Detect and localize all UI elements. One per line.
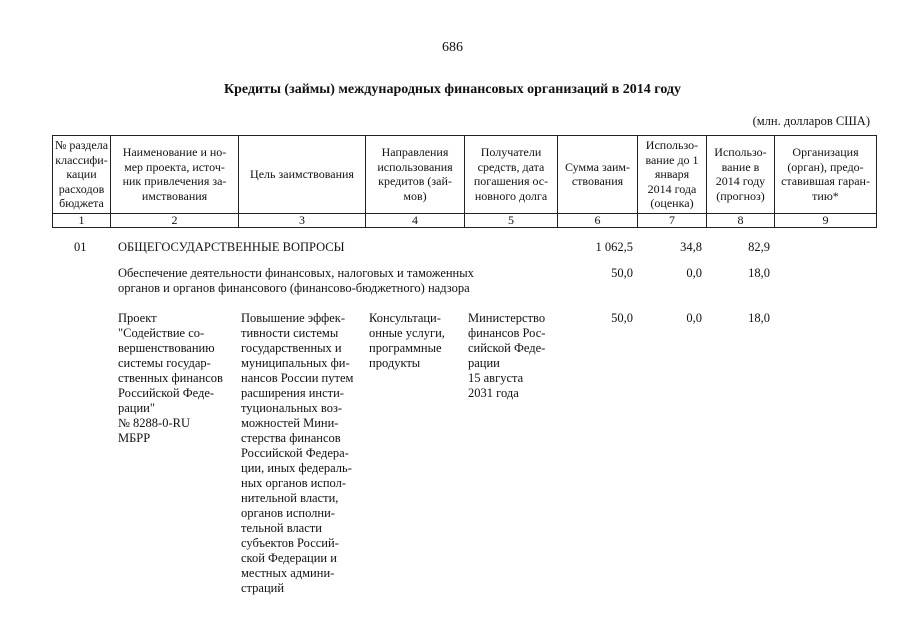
text-line: Наименование и но-	[122, 145, 227, 160]
text-line: "Содействие со-	[118, 326, 205, 340]
project-purpose	[241, 311, 353, 596]
text-line: нительной власти,	[241, 491, 339, 505]
text-line: государственных и	[241, 341, 342, 355]
text-line: расширения инсти-	[241, 386, 344, 400]
project-used-before: 0,0	[686, 311, 702, 325]
text-line: рации	[468, 356, 500, 370]
text-line: МБРР	[118, 431, 151, 445]
document-title: Кредиты (займы) международных финансовых организаций в 2014 году	[223, 82, 681, 97]
project-direction	[369, 311, 445, 371]
text-line: Проект	[118, 311, 157, 325]
header-cell-used-before	[638, 136, 707, 214]
text-line: муниципальных фи-	[241, 356, 350, 370]
text-line: Российской Феде-	[118, 386, 215, 400]
text-line: страций	[241, 581, 285, 595]
text-line: органов исполни-	[241, 506, 335, 520]
text-line: Организация	[792, 145, 859, 160]
text-line: можностей Мини-	[241, 416, 339, 430]
text-line: (оценка)	[650, 196, 694, 210]
text-line: 2014 года	[647, 181, 697, 196]
text-line: ставившая гаран-	[781, 174, 870, 189]
section-used-2014: 82,9	[748, 240, 770, 254]
text-line: (прогноз)	[716, 188, 765, 203]
text-line: 2031 года	[468, 386, 519, 400]
text-line: ник привлечения за-	[122, 174, 227, 189]
header-cell-recipient	[465, 136, 558, 214]
text-line: финансов Рос-	[468, 326, 546, 340]
text-line: рации"	[118, 401, 155, 415]
text-line: Получатели	[480, 145, 542, 160]
text-line: ственных финансов	[118, 371, 223, 385]
text-line: кредитов (зай-	[378, 174, 452, 189]
text-line: № 8288-0-RU	[118, 416, 190, 430]
text-line: туциональных воз-	[241, 401, 343, 415]
project-amount: 50,0	[611, 311, 633, 325]
text-line: сийской Феде-	[468, 341, 546, 355]
text-line: продукты	[369, 356, 421, 370]
subsection-name	[118, 266, 474, 296]
text-line: ции, иных федераль-	[241, 461, 352, 475]
text-line: вание до 1	[645, 152, 699, 167]
header-cell-section	[53, 136, 111, 214]
text-line: тельной власти	[241, 521, 322, 535]
text-line: Направления	[381, 145, 449, 160]
text-line: программные	[369, 341, 442, 355]
text-line: Цель заимствования	[250, 167, 354, 181]
project-name	[118, 311, 223, 446]
column-number: 8	[707, 213, 775, 227]
text-line: Сумма заим-	[564, 159, 631, 174]
subsection-used-2014: 18,0	[748, 266, 770, 280]
page-number: 686	[442, 40, 463, 55]
text-line: Консультаци-	[369, 311, 441, 325]
subsection-used-before: 0,0	[686, 266, 702, 280]
text-line: органов и органов финансового (финансово-бюджетного) надзора	[118, 281, 470, 295]
text-line: Российской Федера-	[241, 446, 349, 460]
project-recipient	[468, 311, 545, 401]
text-line: бюджета	[59, 196, 104, 210]
header-cell-amount	[558, 136, 638, 214]
column-number: 6	[558, 213, 638, 227]
text-line: Обеспечение деятельности финансовых, налоговых и таможенных	[118, 266, 474, 280]
text-line: новного долга	[474, 188, 548, 203]
text-line: ных органов испол-	[241, 476, 347, 490]
text-line: нансов России путем	[241, 371, 354, 385]
text-line: погашения ос-	[473, 174, 549, 189]
header-cell-direction	[366, 136, 465, 214]
subsection-amount: 50,0	[611, 266, 633, 280]
text-line: онные услуги,	[369, 326, 445, 340]
text-line: кации	[66, 167, 97, 181]
text-line: вание в	[721, 159, 760, 174]
column-number: 5	[465, 213, 558, 227]
text-line: 15 августа	[468, 371, 524, 385]
header-cell-purpose	[239, 136, 366, 214]
text-line: (орган), предо-	[787, 159, 864, 174]
text-line: Министерство	[468, 311, 546, 325]
header-cell-project-name	[111, 136, 239, 214]
column-number: 4	[366, 213, 465, 227]
text-line: 2014 году	[715, 174, 766, 189]
column-number: 9	[775, 213, 877, 227]
text-line: ствования	[571, 174, 624, 189]
section-name: ОБЩЕГОСУДАРСТВЕННЫЕ ВОПРОСЫ	[118, 240, 345, 254]
text-line: № раздела	[54, 138, 109, 152]
text-line: мер проекта, источ-	[124, 159, 225, 174]
header-cell-guarantor	[775, 136, 877, 214]
text-line: местных админи-	[241, 566, 335, 580]
unit-note: (млн. долларов США)	[752, 114, 870, 128]
text-line: тивности системы	[241, 326, 339, 340]
text-line: Использо-	[714, 145, 767, 160]
text-line: января	[654, 167, 690, 181]
header-table	[52, 135, 877, 228]
section-code: 01	[74, 240, 87, 254]
text-line: системы государ-	[118, 356, 211, 370]
text-line: тию*	[812, 188, 839, 203]
text-line: классифи-	[55, 152, 108, 167]
header-cell-used-2014	[707, 136, 775, 214]
section-used-before: 34,8	[680, 240, 702, 254]
column-number: 3	[239, 213, 366, 227]
text-line: субъектов Россий-	[241, 536, 339, 550]
project-used-2014: 18,0	[748, 311, 770, 325]
text-line: мов)	[403, 188, 427, 203]
text-line: Использо-	[645, 138, 699, 152]
text-line: стерства финансов	[241, 431, 341, 445]
section-amount: 1 062,5	[595, 240, 633, 254]
text-line: расходов	[58, 181, 105, 196]
text-line: средств, дата	[477, 159, 545, 174]
text-line: Повышение эффек-	[241, 311, 346, 325]
text-line: вершенствованию	[118, 341, 215, 355]
column-number: 2	[111, 213, 239, 227]
text-line: использования	[377, 159, 453, 174]
column-number: 1	[53, 213, 111, 227]
text-line: ской Федерации и	[241, 551, 337, 565]
column-number: 7	[638, 213, 707, 227]
text-line: имствования	[141, 188, 208, 203]
